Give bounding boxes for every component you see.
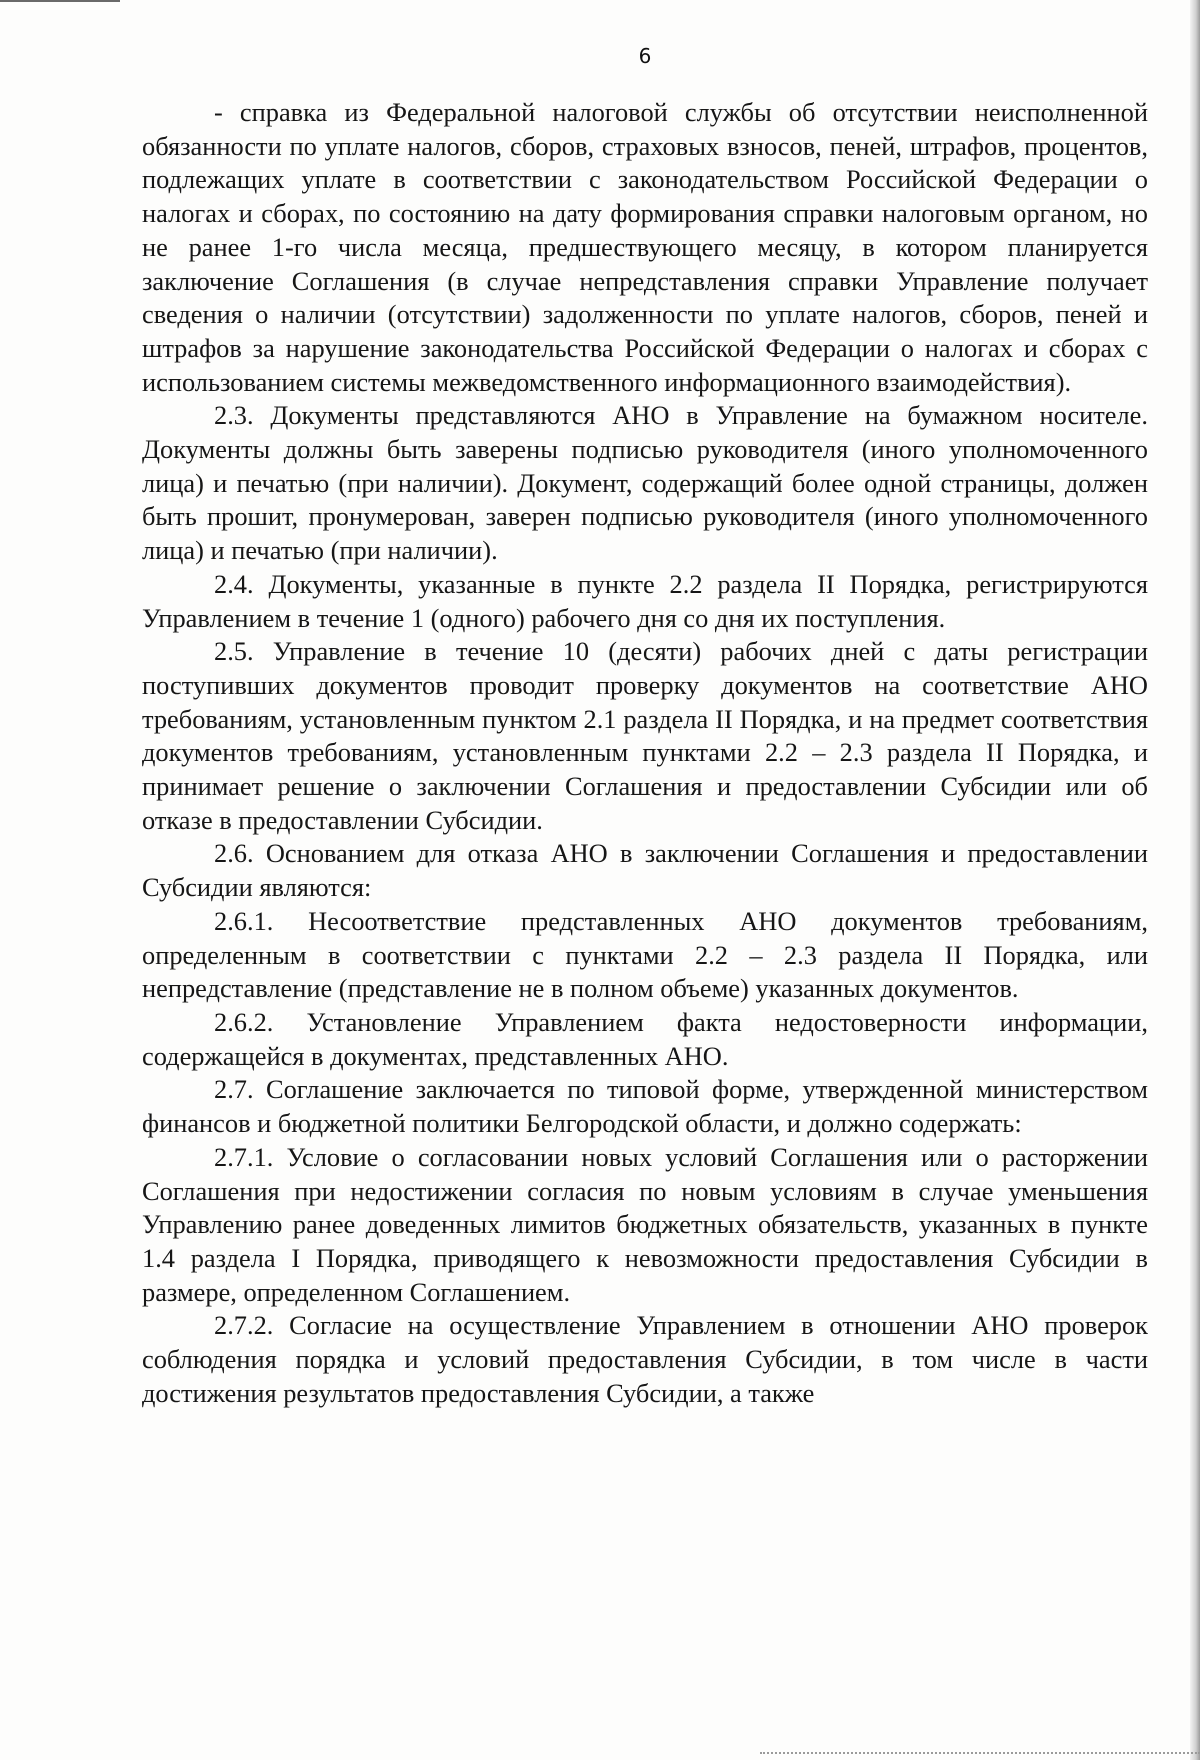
paragraph-2-3: 2.3. Документы представляются АНО в Управление на бумажном носителе. Документы должны быть заверены подписью руководителя (иного уполномоченного лица) и печатью (при наличии). Документ, содержащий более одной страницы, должен быть прошит, пронумерован, заверен подписью руководителя (иного уполномоченного лица) и печатью (при наличии). <box>142 400 1148 566</box>
scan-edge-right <box>1190 0 1200 1760</box>
scan-edge-bottom <box>760 1750 1200 1754</box>
paragraph-tax-certificate: - справка из Федеральной налоговой службы об отсутствии неисполненной обязанности по уплате налогов, сборов, страховых взносов, пеней, штрафов, процентов, подлежащих уплате в соответствии с законодательством Российской Федерации о налогах и сборах, по состоянию на дату формирования справки налоговым органом, но не ранее 1-го числа месяца, предшествующего месяцу, в котором планируется заключение Соглашения (в случае непредставления справки Управление получает сведения о наличии (отсутствии) задолженности по уплате налогов, сборов, пеней и штрафов за нарушение законодательства Российской Федерации о налогах и сборах с использованием системы межведомственного информационного взаимодействия). <box>142 97 1148 397</box>
scan-edge-top <box>0 0 120 5</box>
document-body <box>142 96 1148 1410</box>
paragraph-2-5: 2.5. Управление в течение 10 (десяти) рабочих дней с даты регистрации поступивших документов проводит проверку документов на соответствие АНО требованиям, установленным пунктом 2.1 раздела II Порядка, и на предмет соответствия документов требованиям, установленным пунктами 2.2 – 2.3 раздела II Порядка, и принимает решение о заключении Соглашения и предоставлении Субсидии или об отказе в предоставлении Субсидии. <box>142 636 1148 835</box>
paragraph-2-7: 2.7. Соглашение заключается по типовой форме, утвержденной министерством финансов и бюджетной политики Белгородской области, и должно содержать: <box>142 1074 1148 1139</box>
paragraph-2-6-1: 2.6.1. Несоответствие представленных АНО документов требованиям, определенным в соответствии с пунктами 2.2 – 2.3 раздела II Порядка, или непредставление (представление не в полном объеме) указанных документов. <box>142 905 1148 1004</box>
paragraph-2-4: 2.4. Документы, указанные в пункте 2.2 раздела II Порядка, регистрируются Управлением в течение 1 (одного) рабочего дня со дня их поступления. <box>142 568 1148 633</box>
page-number: 6 <box>638 44 652 68</box>
paragraph-2-6-2: 2.6.2. Установление Управлением факта недостоверности информации, содержащейся в документах, представленных АНО. <box>142 1006 1148 1071</box>
paragraph-2-7-2: 2.7.2. Согласие на осуществление Управлением в отношении АНО проверок соблюдения порядка и условий предоставления Субсидии, в том числе в части достижения результатов предоставления Субсидии, а также <box>142 1310 1148 1408</box>
paragraph-2-6: 2.6. Основанием для отказа АНО в заключении Соглашения и предоставлении Субсидии являются: <box>142 838 1148 903</box>
paragraph-2-7-1: 2.7.1. Условие о согласовании новых условий Соглашения или о расторжении Соглашения при недостижении согласия по новым условиям в случае уменьшения Управлению ранее доведенных лимитов бюджетных обязательств, указанных в пункте 1.4 раздела I Порядка, приводящего к невозможности предоставления Субсидии в размере, определенном Соглашением. <box>142 1141 1148 1307</box>
